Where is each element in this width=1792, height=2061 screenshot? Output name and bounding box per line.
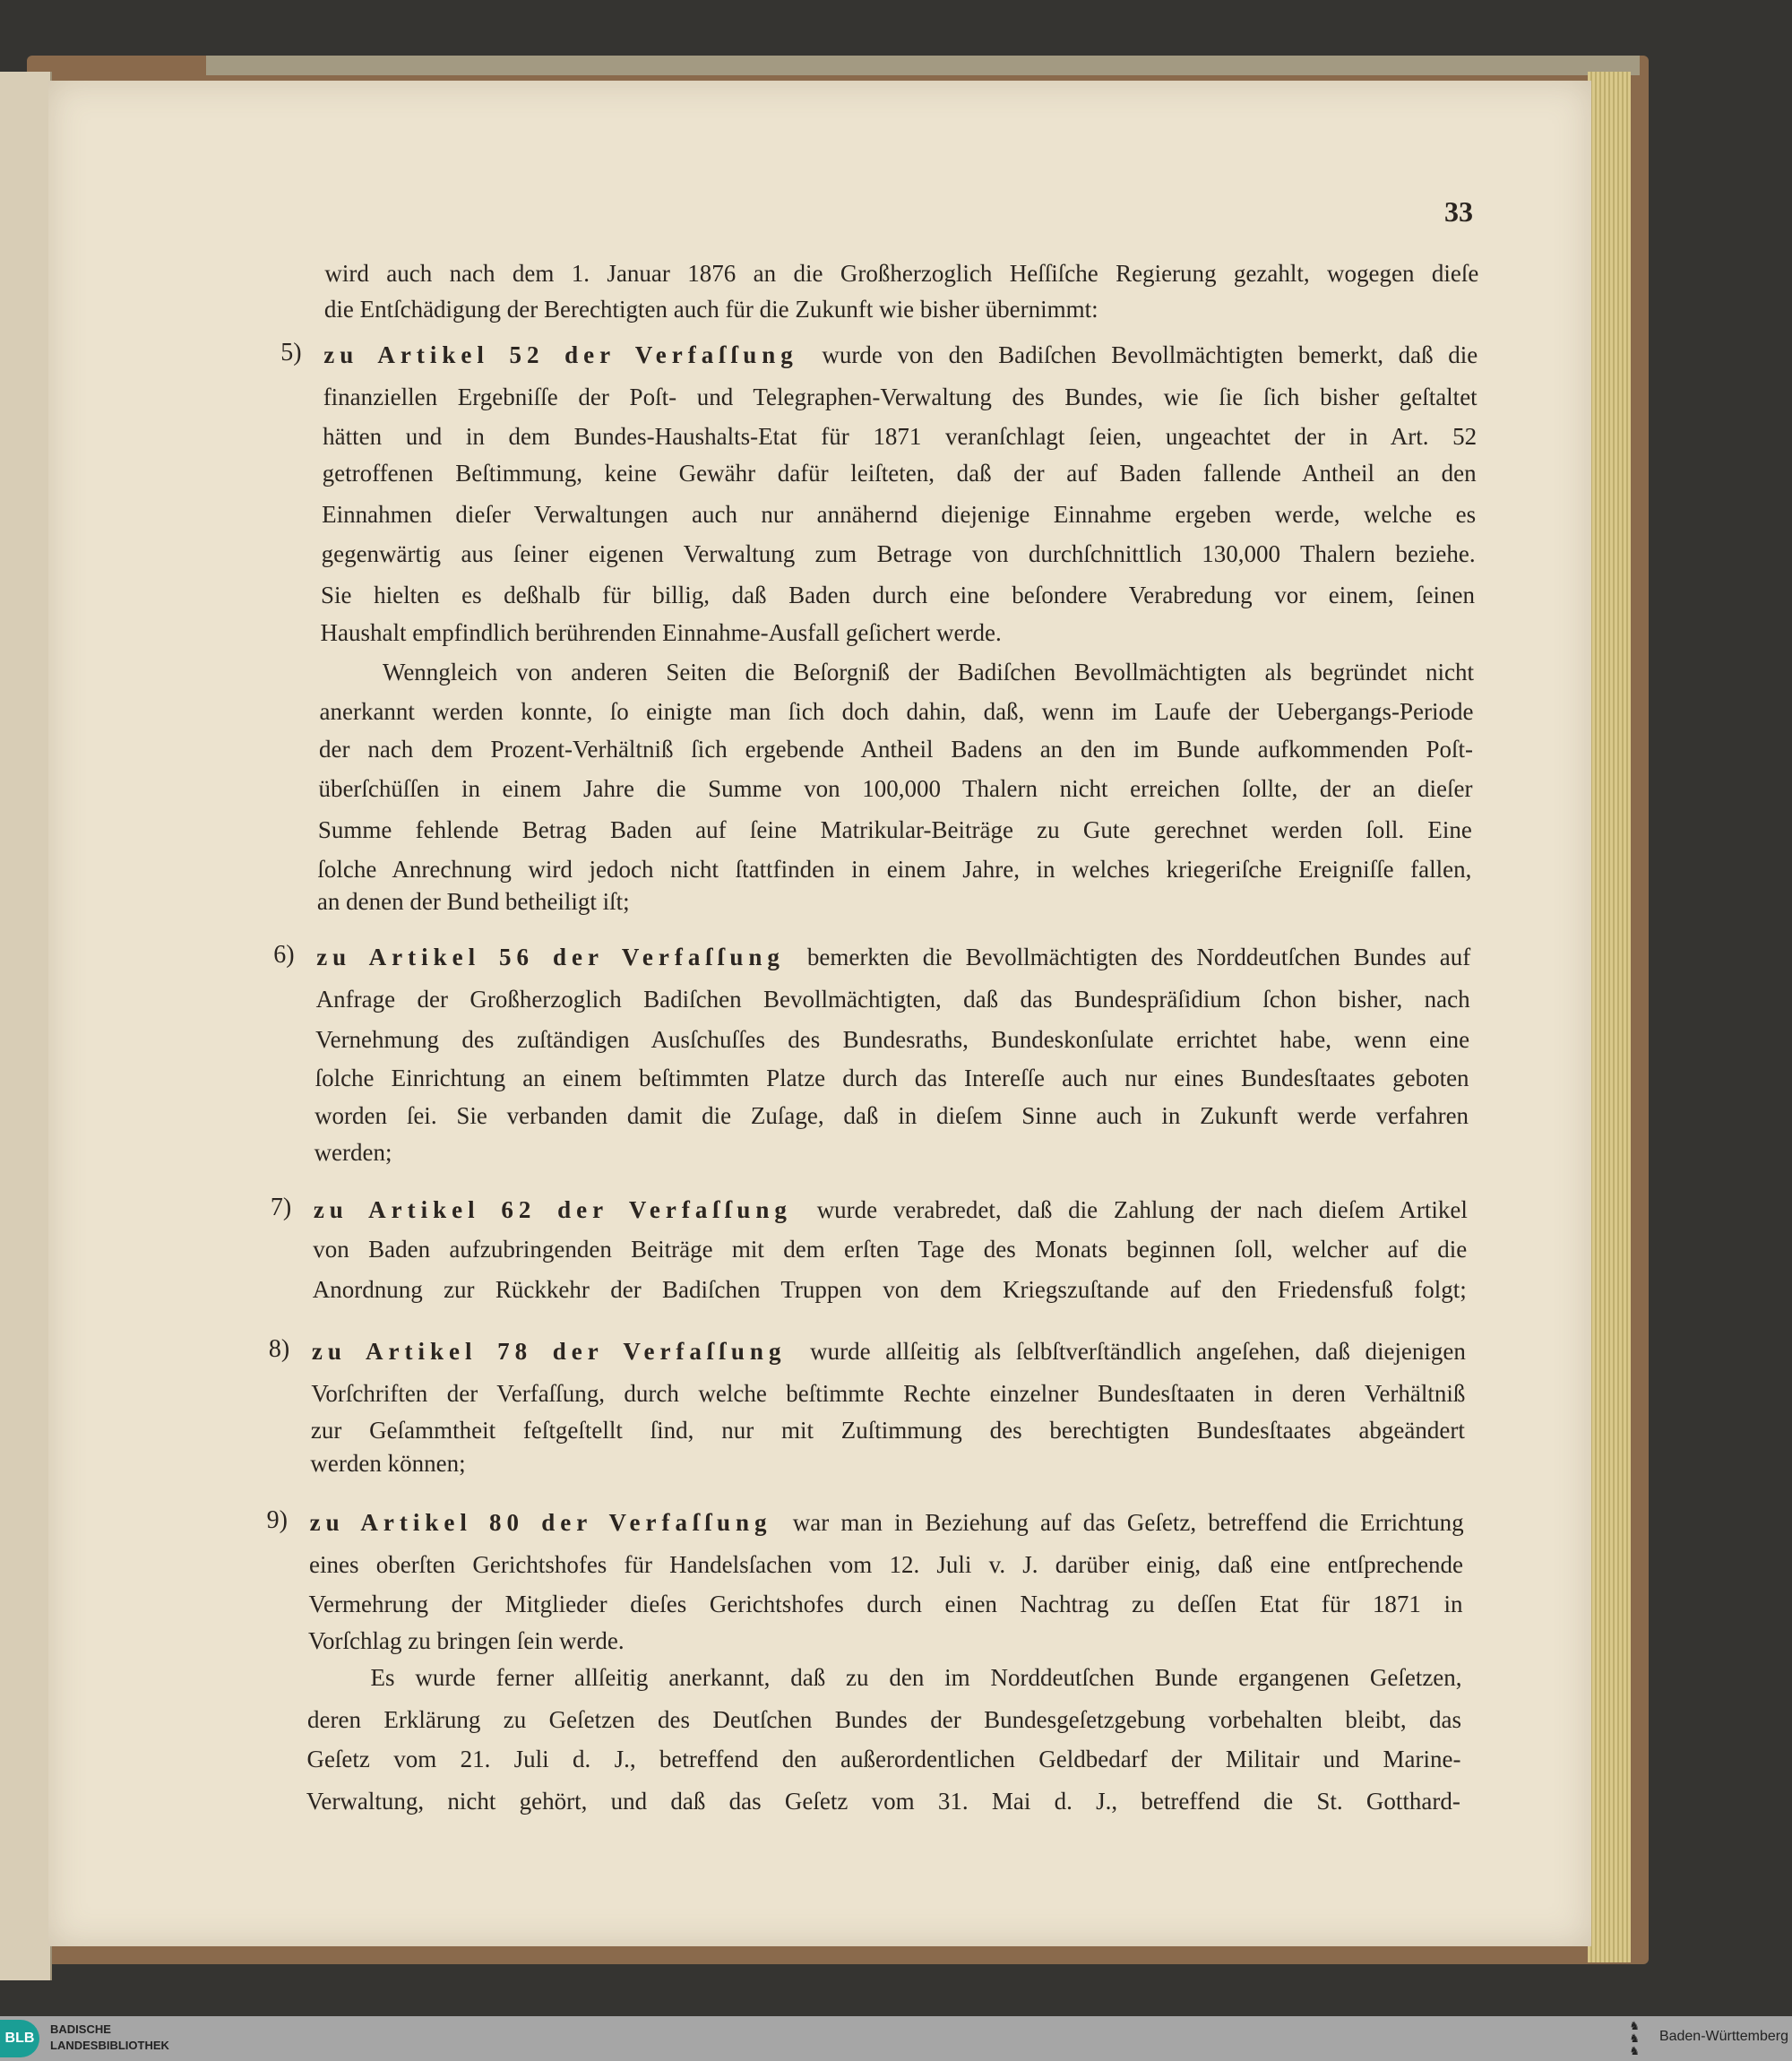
text-line: zur Geſammtheit feſtgeſtellt ſind, nur mit Zuſtimmung des berechtigten Bundesſtaates abgeändert <box>310 1417 1465 1444</box>
text-line: Vernehmung des zuſtändigen Ausſchuſſes des Bundesraths, Bundeskonſulate errichtet habe, wenn eine <box>315 1026 1470 1054</box>
text-line: Verwaltung, nicht gehört, und daß das Geſetz vom 31. Mai d. J., betreffend die St. Gotthard- <box>306 1787 1460 1815</box>
line-text: wurde von den Badiſchen Bevollmächtigten bemerkt, daß die <box>822 341 1478 369</box>
text-line: Sie hielten es deßhalb für billig, daß Baden durch eine beſondere Verabredung vor einem, ſeinen <box>321 582 1476 609</box>
article-reference: zu Artikel 56 der Verfaſſung <box>316 943 785 970</box>
text-line: die Entſchädigung der Berechtigten auch für die Zukunft wie bisher übernimmt: <box>323 295 1098 323</box>
article-reference: zu Artikel 62 der Verfaſſung <box>313 1195 792 1223</box>
text-line: überſchüſſen in einem Jahre die Summe von 100,000 Thalern nicht erreichen ſollte, der an dieſer <box>318 775 1473 803</box>
state-label[interactable]: Baden-Württemberg <box>1658 2029 1788 2044</box>
text-line: ſolche Anrechnung wird jedoch nicht ſtattfinden in einem Jahre, in welches kriegeriſche Ereigniſſe fallen, <box>317 855 1472 883</box>
article-reference: zu Artikel 80 der Verfaſſung <box>309 1508 772 1536</box>
text-line: hätten und in dem Bundes-Haushalts-Etat für 1871 veranſchlagt ſeien, ungeachtet der in Art. 52 <box>323 422 1478 450</box>
text-line <box>323 340 1478 370</box>
text-line: Vermehrung der Mitglieder dieſes Gerichtshofes durch einen Nachtrag zu deſſen Etat für 1871 in <box>308 1590 1463 1617</box>
book-cover-top-edge <box>206 56 1640 75</box>
text-line: gegenwärtig aus ſeiner eigenen Verwaltung zum Betrage von durchſchnittlich 130,000 Thalern beziehe. <box>321 539 1476 567</box>
text-line: deren Erklärung zu Geſetzen des Deutſchen Bundes der Bundesgeſetzgebung vorbehalten bleibt, das <box>306 1705 1461 1733</box>
text-line: werden; <box>314 1139 392 1167</box>
library-name-line2: LANDESBIBLIOTHEK <box>50 2039 169 2052</box>
text-line: getroffenen Beſtimmung, keine Gewähr dafür leiſteten, daß der auf Baden fallende Antheil an den <box>322 460 1477 487</box>
line-text: wurde verabredet, daß die Zahlung der nach dieſem Artikel <box>816 1195 1468 1223</box>
text-line: Anordnung zur Rückkehr der Badiſchen Truppen von dem Kriegszuſtande auf den Friedensfuß folgt; <box>312 1276 1467 1304</box>
text-line: Haushalt empfindlich berührenden Einnahme-Ausfall geſichert werde. <box>320 618 1002 646</box>
text-line: von Baden aufzubringenden Beiträge mit dem erſten Tage des Monats beginnen ſoll, welcher auf die <box>313 1235 1468 1263</box>
text-line: Vorſchriften der Verfaſſung, durch welche beſtimmte Rechte einzelner Bundesſtaaten in deren Verhältniß <box>311 1379 1466 1407</box>
page-stack-edge <box>1588 72 1631 1962</box>
blb-logo[interactable]: BLB <box>0 2020 39 2057</box>
library-name[interactable] <box>50 2022 169 2054</box>
text-line: Einnahmen dieſer Verwaltungen auch nur annähernd diejenige Einnahme ergeben werde, welche es <box>322 500 1477 528</box>
facing-page-edge <box>0 72 52 1980</box>
text-line: Geſetz vom 21. Juli d. J., betreffend den außerordentlichen Geldbedarf der Militair und Marine- <box>306 1745 1461 1772</box>
page-number: 33 <box>1444 195 1473 228</box>
text-line: worden ſei. Sie verbanden damit die Zuſage, daß in dieſem Sinne auch in Zukunft werde verfahren <box>314 1102 1469 1130</box>
text-line: wird auch nach dem 1. Januar 1876 an die Großherzoglich Heſſiſche Regierung gezahlt, wogegen dieſe <box>324 260 1479 288</box>
text-line <box>312 1336 1466 1367</box>
article-reference: zu Artikel 52 der Verfaſſung <box>323 341 798 369</box>
article-reference: zu Artikel 78 der Verfaſſung <box>311 1338 787 1365</box>
text-line: an denen der Bund betheiligt iſt; <box>316 888 630 916</box>
text-line: Summe fehlende Betrag Baden auf ſeine Matrikular-Beiträge zu Gute gerechnet werden ſoll. Eine <box>317 815 1472 843</box>
line-text: war man in Beziehung auf das Geſetz, betreffend die Errichtung <box>792 1508 1464 1536</box>
item-number: 7) <box>270 1193 292 1221</box>
text-line: werden können; <box>310 1449 466 1477</box>
item-number: 5) <box>280 339 302 367</box>
line-text: wurde allſeitig als ſelbſtverſtändlich angeſehen, daß diejenigen <box>810 1338 1466 1365</box>
coat-of-arms-lions-icon: ♞ ♞ ♞ <box>1629 2019 1640 2057</box>
text-line <box>314 1194 1468 1225</box>
item-number: 8) <box>268 1335 290 1363</box>
item-number: 9) <box>266 1505 288 1534</box>
text-line: Wenngleich von anderen Seiten die Beſorgniß der Badiſchen Bevollmächtigten als begründet nicht <box>383 658 1474 686</box>
text-line: der nach dem Prozent-Verhältniß ſich ergebende Antheil Badens an den im Bunde aufkommenden Poſt- <box>318 736 1473 763</box>
library-name-line1: BADISCHE <box>50 2022 111 2036</box>
item-number: 6) <box>273 940 295 969</box>
text-line: Anfrage der Großherzoglich Badiſchen Bevollmächtigten, daß das Bundespräſidium ſchon bisher, nach <box>315 985 1470 1013</box>
text-line: ſolche Einrichtung an einem beſtimmten Platze durch das Intereſſe auch nur eines Bundesſtaates geboten <box>314 1064 1469 1091</box>
text-line: finanziellen Ergebniſſe der Poſt- und Telegraphen-Verwaltung des Bundes, wie ſie ſich bisher geſtaltet <box>323 383 1478 410</box>
text-line <box>316 942 1470 972</box>
text-line: Es wurde ferner allſeitig anerkannt, daß zu den im Norddeutſchen Bunde ergangenen Geſetzen, <box>370 1663 1462 1691</box>
text-line: anerkannt werden konnte, ſo einigte man ſich doch dahin, daß, wenn im Laufe der Uebergangs-Periode <box>319 697 1474 725</box>
footer-bar <box>0 2016 1792 2061</box>
text-line: Vorſchlag zu bringen ſein werde. <box>308 1626 625 1654</box>
text-line: eines oberſten Gerichtshofes für Handelsſachen vom 12. Juli v. J. darüber einig, daß eine entſprechende <box>309 1550 1464 1578</box>
text-line <box>310 1507 1464 1538</box>
line-text: bemerkten die Bevollmächtigten des Norddeutſchen Bundes auf <box>806 943 1471 970</box>
